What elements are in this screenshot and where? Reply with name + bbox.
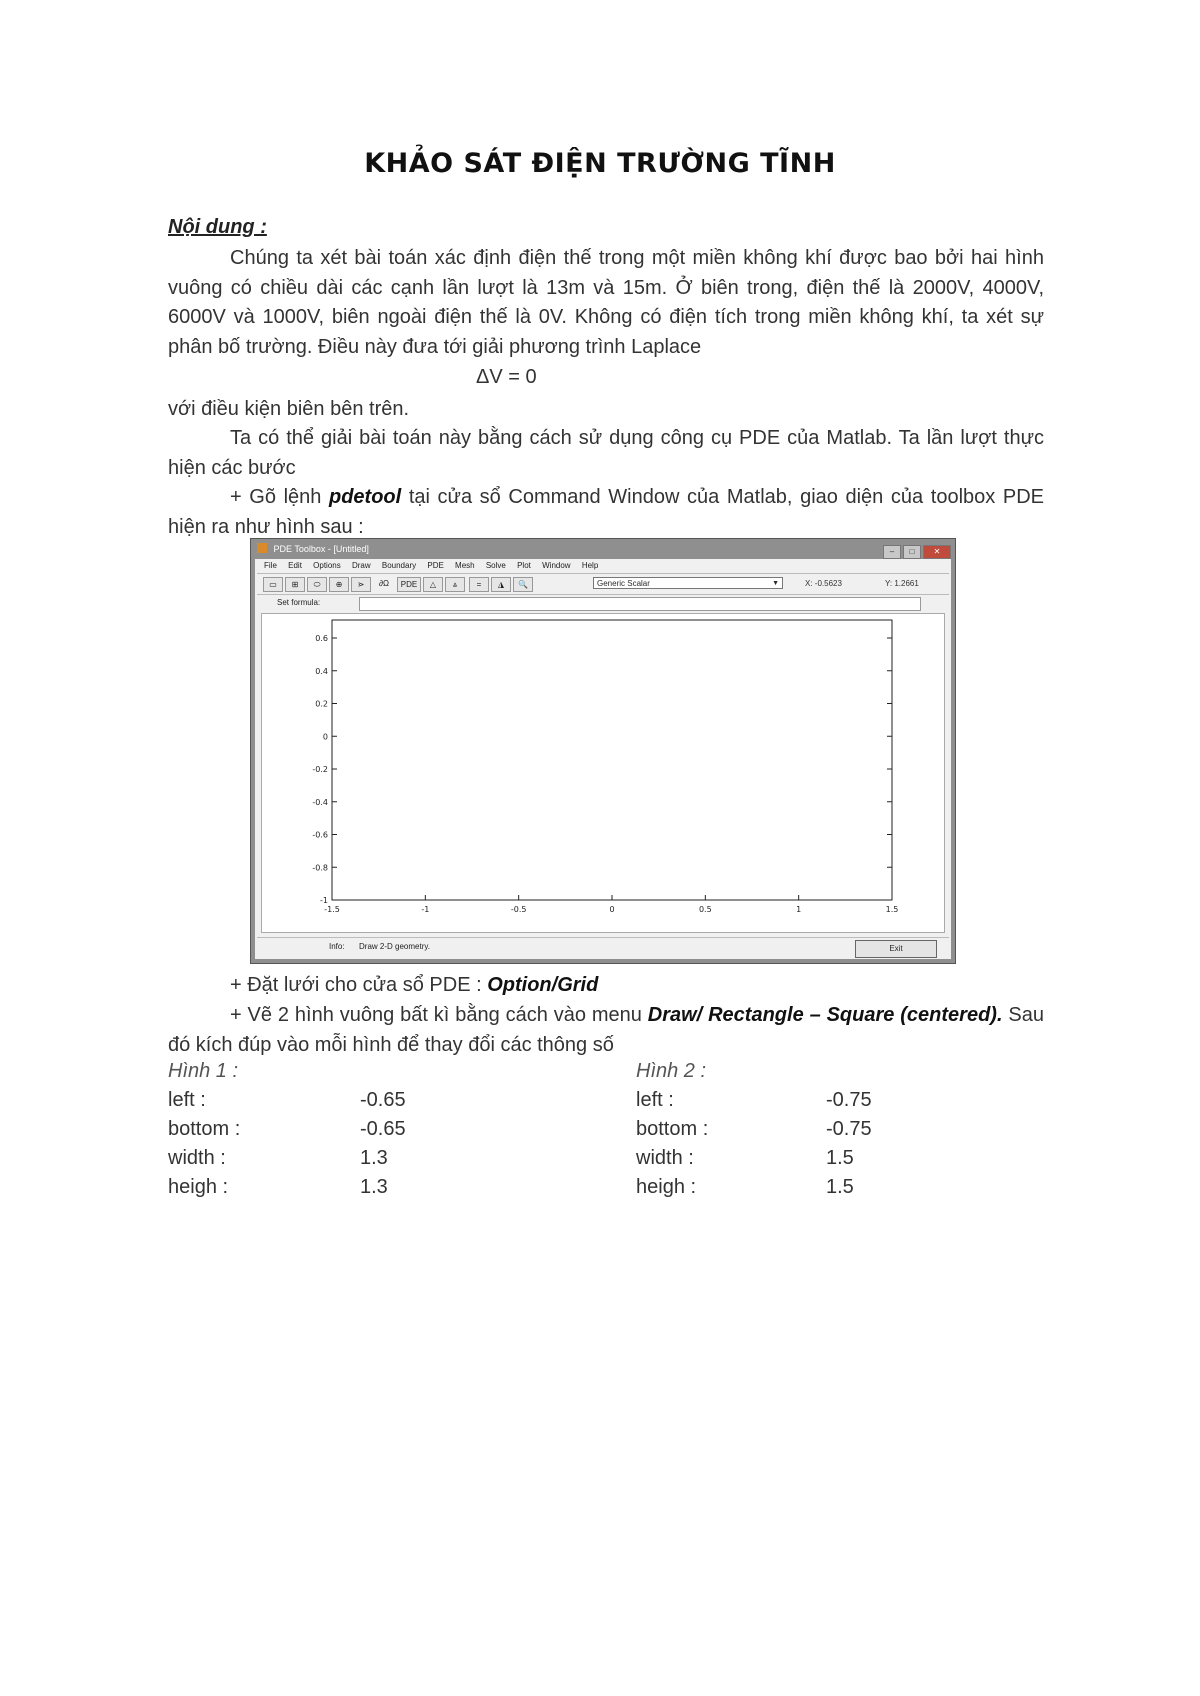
ellipse-centered-tool-icon[interactable]: ⊕ [329, 577, 349, 592]
x-tick-label: -0.5 [510, 905, 527, 914]
menu-bar [255, 559, 951, 573]
y-tick-label: 0.2 [315, 699, 328, 709]
row-bottom-value-2: -0.75 [826, 1118, 872, 1140]
step2-pre: + Đặt lưới cho cửa sổ PDE : [230, 974, 488, 996]
row-width-value-2: 1.5 [826, 1147, 854, 1169]
row-bottom-name-1: bottom : [168, 1118, 241, 1140]
menu-draw[interactable]: Draw [351, 561, 371, 570]
pdetool-command: pdetool [329, 486, 402, 508]
x-tick-group [324, 895, 898, 914]
window-client [255, 559, 951, 959]
set-formula-label: Set formula: [277, 598, 321, 607]
menu-window[interactable]: Window [542, 561, 571, 570]
window-title-bar [255, 541, 951, 557]
step1-paragraph [168, 483, 1044, 542]
x-tick-label: 0.5 [698, 905, 712, 914]
y-tick-label: -0.2 [312, 765, 328, 774]
y-tick-label: 0 [322, 732, 328, 742]
step1-pre: + Gõ lệnh [230, 486, 329, 508]
step2-line [230, 974, 598, 997]
boundary-mode-icon[interactable]: ∂Ω [379, 579, 389, 588]
y-tick-label: 0.6 [315, 634, 328, 643]
y-tick-group [312, 634, 892, 905]
menu-solve[interactable]: Solve [485, 561, 506, 570]
boundary-line: với điều kiện biên bên trên. [168, 398, 410, 420]
application-mode-select[interactable] [593, 577, 783, 589]
shape1-label: Hình 1 : [168, 1060, 239, 1082]
menu-mesh[interactable]: Mesh [455, 561, 475, 570]
matlab-app-icon [257, 543, 267, 553]
row-width-value-1: 1.3 [360, 1147, 388, 1169]
ellipse-tool-icon[interactable]: ⬭ [307, 577, 327, 592]
plot-area[interactable] [261, 613, 945, 933]
pde-toolbox-window [250, 538, 956, 964]
info-label: Info: [329, 942, 345, 951]
step1-post: tại cửa sổ Command Window của Matlab, giao diện của toolbox PDE hiện ra như hình sau : [168, 486, 1044, 538]
row-left-value-2: -0.75 [826, 1089, 872, 1111]
section-heading: Nội dung : [168, 216, 267, 238]
window-title: PDE Toolbox - [Untitled] [273, 544, 369, 554]
refine-mesh-icon[interactable]: ⩓ [445, 577, 465, 592]
plot-icon[interactable]: ◮ [491, 577, 511, 592]
solve-icon[interactable]: = [469, 577, 489, 592]
set-formula-input[interactable] [359, 597, 921, 611]
y-coordinate-readout: Y: 1.2661 [885, 579, 919, 588]
draw-rectangle-menu-path: Draw/ Rectangle – Square (centered). [647, 1004, 1003, 1026]
application-mode-value: Generic Scalar [597, 579, 650, 588]
axes-svg [262, 614, 946, 932]
x-tick-label: 0 [609, 905, 615, 914]
step3-paragraph [168, 1001, 1044, 1060]
axes-box [332, 620, 892, 900]
y-tick-label: 0.4 [315, 666, 328, 676]
shape2-label: Hình 2 : [636, 1060, 707, 1082]
x-tick-label: 1 [796, 905, 802, 914]
row-heigh-value-1: 1.3 [360, 1176, 388, 1198]
intro-paragraph: Chúng ta xét bài toán xác định điện thế trong một miền không khí được bao bởi hai hình vuông có chiều dài các cạnh lần lượt là 13m và 15m. Ở biên trong, điện thế là 2000V, 4000V, 6000V và 1000V, biên ngoài điện thế là 0V. Không có điện tích trong miền không khí, ta xét sự phân bố trường. Điều này đưa tới giải phương trình Laplace [168, 247, 1044, 358]
option-grid-menu-path: Option/Grid [487, 974, 599, 996]
row-left-name-2: left : [636, 1089, 674, 1111]
info-text: Draw 2-D geometry. [359, 942, 430, 951]
y-tick-label: -0.4 [312, 797, 328, 807]
row-heigh-name-1: heigh : [168, 1176, 229, 1198]
menu-file[interactable]: File [264, 561, 277, 570]
row-left-value-1: -0.65 [360, 1089, 406, 1111]
formula-row [257, 595, 949, 611]
close-icon[interactable]: ✕ [923, 545, 951, 559]
row-width-name-2: width : [636, 1147, 694, 1169]
menu-boundary[interactable]: Boundary [381, 561, 417, 570]
row-bottom-name-2: bottom : [636, 1118, 709, 1140]
row-heigh-name-2: heigh : [636, 1176, 697, 1198]
menu-plot[interactable]: Plot [517, 561, 531, 570]
row-heigh-value-2: 1.5 [826, 1176, 854, 1198]
rectangle-tool-icon[interactable]: ▭ [263, 577, 283, 592]
x-tick-label: -1.5 [324, 905, 340, 914]
y-tick-label: -0.8 [312, 863, 328, 873]
exit-button[interactable]: Exit [855, 940, 937, 958]
y-tick-label: -1 [320, 896, 328, 905]
maximize-icon[interactable]: □ [903, 545, 921, 559]
pde-button[interactable]: PDE [397, 577, 421, 592]
y-tick-label: -0.6 [312, 830, 328, 840]
minimize-icon[interactable]: – [883, 545, 901, 559]
laplace-equation: ΔV = 0 [476, 366, 537, 388]
row-bottom-value-1: -0.65 [360, 1118, 406, 1140]
page-title: KHẢO SÁT ĐIỆN TRƯỜNG TĨNH [364, 148, 836, 179]
x-coordinate-readout: X: -0.5623 [805, 579, 842, 588]
init-mesh-icon[interactable]: △ [423, 577, 443, 592]
menu-options[interactable]: Options [313, 561, 341, 570]
window-controls [881, 541, 951, 559]
step3-post: Sau đó kích đúp vào mỗi hình để thay đổi các thông số [168, 1004, 1044, 1056]
x-tick-label: -1 [421, 905, 430, 914]
rectangle-centered-tool-icon[interactable]: ⊞ [285, 577, 305, 592]
zoom-icon[interactable]: 🔍 [513, 577, 533, 592]
step3-pre: + Vẽ 2 hình vuông bất kì bằng cách vào menu [230, 1004, 648, 1026]
toolbar [257, 573, 949, 595]
menu-edit[interactable]: Edit [288, 561, 302, 570]
polygon-tool-icon[interactable]: ⋗ [351, 577, 371, 592]
status-bar [257, 937, 949, 958]
method-paragraph: Ta có thể giải bài toán này bằng cách sử dụng công cụ PDE của Matlab. Ta lần lượt thực hiện các bước [168, 427, 1044, 479]
row-left-name-1: left : [168, 1089, 206, 1111]
menu-help[interactable]: Help [581, 561, 599, 570]
menu-pde[interactable]: PDE [427, 561, 444, 570]
chevron-down-icon: ▼ [772, 580, 779, 587]
x-tick-label: 1.5 [885, 905, 899, 914]
row-width-name-1: width : [168, 1147, 226, 1169]
